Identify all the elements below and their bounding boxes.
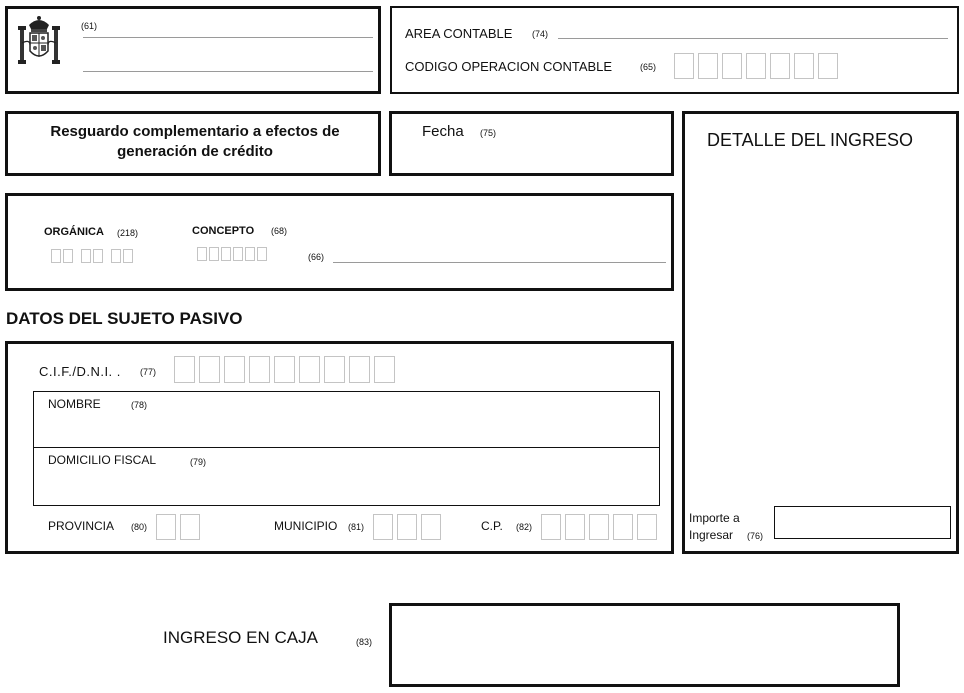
organica-cells[interactable] <box>51 249 141 263</box>
municipio-label: MUNICIPIO <box>274 519 338 533</box>
cp-cells[interactable] <box>541 514 661 540</box>
cp-number: (82) <box>516 522 533 532</box>
sujeto-pasivo-box <box>5 341 674 554</box>
domicilio-fiscal-number: (79) <box>190 457 207 467</box>
importe-number: (76) <box>747 531 764 541</box>
codigo-operacion-cells[interactable] <box>674 53 842 79</box>
descripcion-line[interactable] <box>333 262 666 263</box>
importe-label-line1: Importe a <box>689 511 740 525</box>
fecha-label: Fecha <box>422 123 464 140</box>
concepto-label: CONCEPTO <box>192 225 255 237</box>
ingreso-en-caja-number: (83) <box>356 637 373 647</box>
organica-label: ORGÁNICA <box>44 226 104 238</box>
ingreso-en-caja-label: INGRESO EN CAJA <box>163 628 318 647</box>
domicilio-fiscal-field[interactable] <box>34 448 659 505</box>
municipio-cells[interactable] <box>373 514 445 540</box>
header-left-box <box>5 6 381 94</box>
cp-label: C.P. <box>481 519 503 533</box>
area-contable-number: (74) <box>532 29 549 39</box>
area-contable-line[interactable] <box>558 38 948 39</box>
provincia-cells[interactable] <box>156 514 204 540</box>
codigo-operacion-number: (65) <box>640 62 657 72</box>
header-right-box <box>390 6 959 94</box>
municipio-number: (81) <box>348 522 365 532</box>
concepto-number: (68) <box>271 226 288 236</box>
organica-number: (218) <box>117 228 139 238</box>
fecha-box <box>389 111 674 176</box>
field-61-line-1[interactable] <box>83 37 373 38</box>
document-title: Resguardo complementario a efectos de generación de crédito <box>50 123 340 160</box>
coat-of-arms-icon <box>14 13 64 69</box>
field-61-line-2[interactable] <box>83 71 373 72</box>
ingreso-en-caja-box[interactable] <box>389 603 900 687</box>
sujeto-pasivo-section-title: DATOS DEL SUJETO PASIVO <box>6 309 243 328</box>
area-contable-label: AREA CONTABLE <box>405 26 513 41</box>
importe-input-box[interactable] <box>774 506 951 539</box>
importe-label-line2: Ingresar <box>689 528 734 542</box>
detalle-ingreso-box <box>682 111 959 554</box>
provincia-label: PROVINCIA <box>48 519 115 533</box>
detalle-ingreso-title: DETALLE DEL INGRESO <box>707 130 914 150</box>
codigo-operacion-label: CODIGO OPERACION CONTABLE <box>405 59 613 74</box>
domicilio-fiscal-label: DOMICILIO FISCAL <box>48 453 157 467</box>
nombre-number: (78) <box>131 400 148 410</box>
provincia-number: (80) <box>131 522 148 532</box>
cif-dni-number: (77) <box>140 367 157 377</box>
organica-concepto-box <box>5 193 674 291</box>
field-61-number: (61) <box>81 21 98 31</box>
cif-dni-cells[interactable] <box>174 356 399 383</box>
concepto-cells[interactable] <box>197 247 269 261</box>
nombre-field[interactable] <box>34 392 659 448</box>
cif-dni-label: C.I.F./D.N.I. . <box>39 364 121 379</box>
nombre-domicilio-box <box>33 391 660 506</box>
nombre-label: NOMBRE <box>48 397 101 411</box>
descripcion-number: (66) <box>308 252 325 262</box>
title-box <box>5 111 381 176</box>
fecha-number: (75) <box>480 128 497 138</box>
